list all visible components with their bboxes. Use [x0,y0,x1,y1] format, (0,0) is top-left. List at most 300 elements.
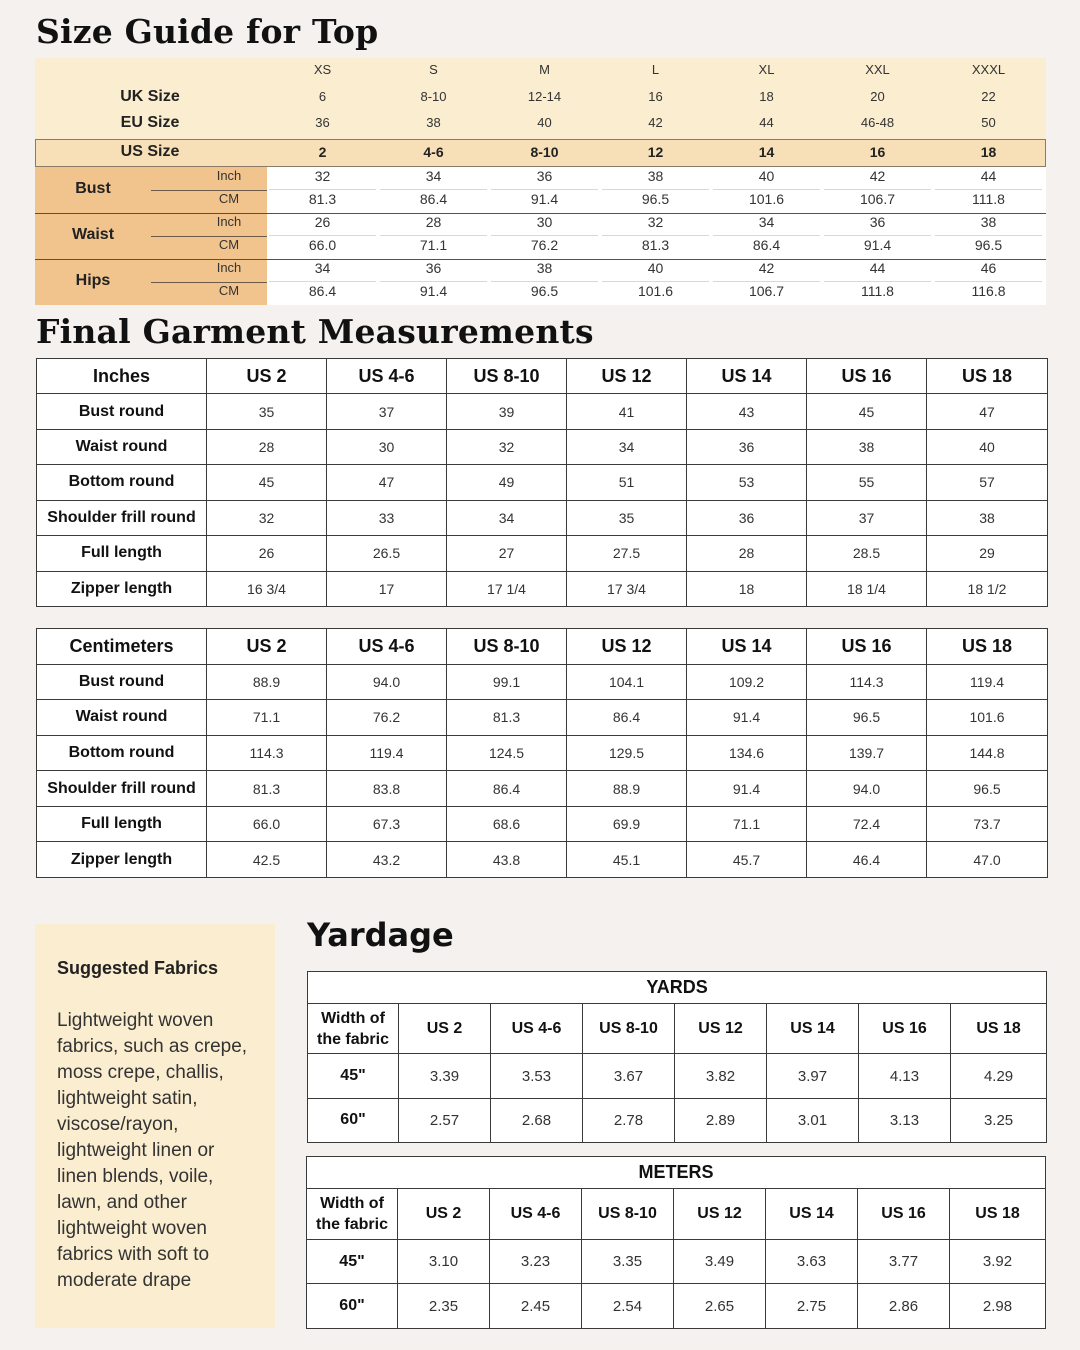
value-divider [380,235,487,236]
table-row [37,664,1048,700]
uk-size-cell: 18 [759,89,774,104]
value-divider [713,189,820,190]
measurement-value: 96.5 [807,700,927,736]
inches-table [36,358,1048,607]
eu-size-cell: 46-48 [860,115,895,130]
fabric-width-label: 60" [307,1284,398,1329]
header-row [37,359,1048,394]
meters-table [306,1156,1046,1329]
measurement-value: 26 [207,536,327,571]
table-row [37,806,1048,842]
measurement-inch-value: 32 [314,168,331,184]
measurement-value: 119.4 [927,664,1048,700]
measurement-value: 35 [207,394,327,429]
row-label: Full length [37,806,207,842]
size-column-header: US 4-6 [490,1189,582,1240]
yardage-value: 3.10 [398,1239,490,1284]
unit-cm-label: CM [218,283,240,298]
value-divider [269,189,376,190]
measurement-value: 76.2 [327,700,447,736]
measurement-inch-value: 44 [869,260,886,276]
measurement-value: 94.0 [327,664,447,700]
measurement-value: 83.8 [327,771,447,807]
yardage-value: 3.13 [859,1098,951,1142]
fabric-width-label: 60" [308,1098,399,1142]
yardage-title: Yardage [307,916,454,954]
yardage-value: 3.97 [767,1054,859,1098]
value-divider [824,189,931,190]
measurement-value: 47 [927,394,1048,429]
measurement-value: 72.4 [807,806,927,842]
measurement-value: 43 [687,394,807,429]
letter-size-cell: M [539,62,550,77]
row-label: Shoulder frill round [37,771,207,807]
yardage-value: 2.45 [490,1284,582,1329]
measurement-cm-value: 96.5 [641,191,670,207]
value-divider [380,189,487,190]
measurement-cm-value: 91.4 [530,191,559,207]
size-column-header: US 8-10 [583,1004,675,1054]
measurement-value: 91.4 [687,700,807,736]
eu-size-cell: 38 [426,115,441,130]
value-divider [380,281,487,282]
uk-size-cell: 6 [318,89,327,104]
measurement-value: 36 [687,429,807,464]
value-divider [491,235,598,236]
measurement-value: 43.8 [447,842,567,878]
eu-size-label: EU Size [120,114,180,131]
measurement-cm-value: 76.2 [530,237,559,253]
unit-inch-label: Inch [216,260,242,275]
measurement-cm-value: 71.1 [419,237,448,253]
measurement-value: 35 [567,500,687,535]
table-row [37,429,1048,464]
value-divider [269,281,376,282]
row-label: Bust round [37,664,207,700]
size-column-header: US 16 [807,359,927,394]
measurement-value: 134.6 [687,735,807,771]
size-column-header: US 8-10 [447,629,567,665]
measurement-value: 40 [927,429,1048,464]
letter-size-cell: XXL [865,62,890,77]
measurement-cm-value: 86.4 [308,283,337,299]
yardage-value: 3.53 [491,1054,583,1098]
measurement-value: 45 [807,394,927,429]
size-column-header: US 16 [859,1004,951,1054]
measurement-value: 43.2 [327,842,447,878]
yardage-value: 3.01 [767,1098,859,1142]
measurement-value: 45.1 [567,842,687,878]
size-column-header: US 12 [567,359,687,394]
row-label: Bottom round [37,465,207,500]
measurement-value: 28 [207,429,327,464]
measurement-value: 124.5 [447,735,567,771]
centimeters-table [36,628,1048,878]
measurement-value: 91.4 [687,771,807,807]
yardage-value: 2.89 [675,1098,767,1142]
measurement-value: 114.3 [807,664,927,700]
measurement-value: 32 [447,429,567,464]
row-label: Zipper length [37,571,207,606]
measurement-value: 37 [807,500,927,535]
table-row [37,735,1048,771]
fabric-width-label: 45" [308,1054,399,1098]
measurement-name: Waist [71,226,115,243]
value-divider [491,189,598,190]
measurement-value: 99.1 [447,664,567,700]
measurement-value: 51 [567,465,687,500]
measurement-inch-value: 32 [647,214,664,230]
unit-cm-label: CM [218,237,240,252]
measurement-value: 119.4 [327,735,447,771]
measurement-inch-value: 42 [758,260,775,276]
suggested-fabrics-box [35,924,275,1328]
size-column-header: US 12 [567,629,687,665]
letter-size-cell: XS [313,62,332,77]
measurement-inch-value: 34 [425,168,442,184]
measurement-cm-value: 96.5 [530,283,559,299]
width-of-fabric-label [308,1004,399,1054]
size-column-header: US 14 [766,1189,858,1240]
size-column-header: US 2 [399,1004,491,1054]
measurement-value: 68.6 [447,806,567,842]
measurement-inch-value: 38 [647,168,664,184]
us-size-cell: 8-10 [530,144,559,160]
table-row [307,1284,1046,1329]
eu-size-cell: 36 [315,115,330,130]
measurement-value: 67.3 [327,806,447,842]
measurement-value: 38 [807,429,927,464]
us-size-cell: 16 [869,144,886,160]
measurement-value: 88.9 [567,771,687,807]
yardage-value: 2.57 [399,1098,491,1142]
yardage-value: 3.23 [490,1239,582,1284]
measurement-cm-value: 86.4 [419,191,448,207]
measurement-inch-value: 28 [425,214,442,230]
measurement-value: 86.4 [447,771,567,807]
eu-size-cell: 44 [759,115,774,130]
measurement-value: 38 [927,500,1048,535]
row-label: Bust round [37,394,207,429]
us-size-label: US Size [120,143,180,160]
width-label-line-2: the fabric [315,1216,388,1234]
measurement-value: 28.5 [807,536,927,571]
row-label: Bottom round [37,735,207,771]
yardage-value: 3.39 [399,1054,491,1098]
measurement-value: 71.1 [687,806,807,842]
measurement-value: 53 [687,465,807,500]
yardage-value: 3.49 [674,1239,766,1284]
size-column-header: US 4-6 [327,359,447,394]
size-column-header: US 16 [807,629,927,665]
yardage-value: 3.63 [766,1239,858,1284]
size-column-header: US 14 [687,359,807,394]
size-guide-table [35,58,1046,304]
suggested-fabrics-text: Lightweight woven fabrics, such as crepe, moss crepe, challis, lightweight satin, viscose/rayon, lightweight linen or linen blends, voile, lawn, and other lightweight woven fabrics with soft to moderate drape [57,1010,248,1291]
yardage-value: 2.86 [858,1284,950,1329]
measurement-value: 94.0 [807,771,927,807]
width-of-fabric-label [307,1189,398,1240]
table-row [308,1098,1047,1142]
measurement-value: 29 [927,536,1048,571]
measurement-cm-value: 111.8 [972,191,1005,207]
yardage-value: 3.67 [583,1054,675,1098]
size-column-header: US 18 [951,1004,1047,1054]
measurement-value: 37 [327,394,447,429]
yardage-value: 3.77 [858,1239,950,1284]
letter-size-cell: L [651,62,660,77]
yardage-value: 4.29 [951,1054,1047,1098]
measurement-value: 41 [567,394,687,429]
row-label: Full length [37,536,207,571]
yards-table [307,971,1047,1143]
measurement-value: 55 [807,465,927,500]
measurement-value: 71.1 [207,700,327,736]
size-column-header: US 12 [675,1004,767,1054]
size-column-header: US 14 [767,1004,859,1054]
width-label-line-1: Width of [321,1009,385,1027]
yardage-value: 3.35 [582,1239,674,1284]
measurement-cm-value: 101.6 [748,191,785,207]
measurement-value: 69.9 [567,806,687,842]
measurement-value: 104.1 [567,664,687,700]
measurement-value: 47 [327,465,447,500]
eu-size-cell: 40 [537,115,552,130]
measurement-value: 88.9 [207,664,327,700]
measurement-name: Hips [75,272,111,289]
size-column-header: US 8-10 [582,1189,674,1240]
value-divider [824,281,931,282]
measurement-value: 42.5 [207,842,327,878]
width-label-line-2: the fabric [316,1030,389,1048]
letter-size-cell: S [429,62,438,77]
measurement-value: 17 1/4 [447,571,567,606]
measurement-value: 86.4 [567,700,687,736]
eu-size-cell: 42 [648,115,663,130]
unit-header: Inches [37,359,207,394]
table-row [37,571,1048,606]
value-divider [935,235,1042,236]
size-column-header: US 2 [207,359,327,394]
fabric-width-label: 45" [307,1239,398,1284]
measurement-value: 73.7 [927,806,1048,842]
yardage-value: 2.54 [582,1284,674,1329]
yardage-value: 2.65 [674,1284,766,1329]
measurement-value: 18 1/2 [927,571,1048,606]
measurement-inch-value: 44 [980,168,997,184]
measurement-value: 28 [687,536,807,571]
yardage-value: 2.75 [766,1284,858,1329]
value-divider [824,235,931,236]
yardage-size-row [308,1004,1047,1054]
yardage-value: 3.82 [675,1054,767,1098]
measurement-cm-value: 81.3 [641,237,670,253]
measurement-name: Bust [75,180,111,197]
measurement-value: 57 [927,465,1048,500]
measurement-cm-value: 106.7 [748,283,785,299]
measurement-value: 36 [687,500,807,535]
measurement-inch-value: 46 [980,260,997,276]
uk-size-cell: 22 [981,89,996,104]
yardage-value: 4.13 [859,1054,951,1098]
yardage-unit-header: METERS [307,1157,1046,1189]
measurement-value: 129.5 [567,735,687,771]
size-column-header: US 4-6 [327,629,447,665]
uk-size-cell: 20 [870,89,885,104]
measurement-value: 114.3 [207,735,327,771]
measurement-value: 16 3/4 [207,571,327,606]
measurement-value: 17 [327,571,447,606]
size-column-header: US 18 [950,1189,1046,1240]
unit-inch-label: Inch [216,214,242,229]
uk-size-cell: 8-10 [420,89,447,104]
measurement-cm-value: 91.4 [863,237,892,253]
table-row [37,700,1048,736]
size-guide-title: Size Guide for Top [36,12,379,51]
value-divider [602,189,709,190]
eu-size-cell: 50 [981,115,996,130]
measurement-cm-value: 81.3 [308,191,337,207]
measurement-value: 34 [447,500,567,535]
measurement-cm-value: 91.4 [419,283,448,299]
measurement-cm-value: 86.4 [752,237,781,253]
measurement-cm-value: 101.6 [637,283,674,299]
measurement-value: 144.8 [927,735,1048,771]
measurement-value: 46.4 [807,842,927,878]
table-row [37,842,1048,878]
us-size-cell: 14 [758,144,775,160]
value-divider [935,281,1042,282]
yardage-value: 3.25 [951,1098,1047,1142]
measurement-value: 27.5 [567,536,687,571]
measurement-value: 81.3 [447,700,567,736]
table-row [37,500,1048,535]
measurement-inch-value: 38 [980,214,997,230]
measurement-cm-value: 96.5 [974,237,1003,253]
group-separator [35,259,1046,260]
yardage-value: 2.78 [583,1098,675,1142]
uk-size-label: UK Size [120,88,180,105]
yardage-size-row [307,1189,1046,1240]
yardage-header-row [308,972,1047,1004]
measurement-value: 101.6 [927,700,1048,736]
yardage-value: 2.98 [950,1284,1046,1329]
table-row [307,1239,1046,1284]
measurement-cm-value: 116.8 [971,283,1006,299]
size-column-header: US 4-6 [491,1004,583,1054]
measurement-value: 49 [447,465,567,500]
size-column-header: US 2 [398,1189,490,1240]
size-column-header: US 18 [927,629,1048,665]
measurement-value: 34 [567,429,687,464]
measurement-inch-value: 34 [314,260,331,276]
value-divider [935,189,1042,190]
measurement-inch-value: 30 [536,214,553,230]
measurement-inch-value: 26 [314,214,331,230]
measurement-cm-value: 66.0 [308,237,337,253]
table-row [37,771,1048,807]
yardage-value: 2.35 [398,1284,490,1329]
suggested-fabrics-title: Suggested Fabrics [57,958,219,978]
table-row [37,465,1048,500]
us-size-cell: 12 [647,144,664,160]
measurement-value: 26.5 [327,536,447,571]
size-column-header: US 2 [207,629,327,665]
yardage-header-row [307,1157,1046,1189]
size-column-header: US 14 [687,629,807,665]
measurement-value: 18 1/4 [807,571,927,606]
width-label-line-1: Width of [320,1195,384,1213]
measurement-value: 81.3 [207,771,327,807]
value-divider [491,281,598,282]
measurement-value: 30 [327,429,447,464]
unit-inch-label: Inch [216,168,242,183]
measurement-inch-value: 40 [758,168,775,184]
unit-cm-label: CM [218,191,240,206]
measurement-cm-value: 106.7 [859,191,896,207]
table-row [37,536,1048,571]
yardage-value: 2.68 [491,1098,583,1142]
uk-size-cell: 12-14 [527,89,562,104]
value-divider [269,235,376,236]
measurement-cm-value: 111.8 [861,283,894,299]
value-divider [602,235,709,236]
size-column-header: US 8-10 [447,359,567,394]
measurement-value: 33 [327,500,447,535]
final-garment-title: Final Garment Measurements [36,312,594,351]
row-label: Waist round [37,700,207,736]
measurement-value: 66.0 [207,806,327,842]
size-column-header: US 16 [858,1189,950,1240]
letter-size-cell: XL [758,62,775,77]
measurement-inch-value: 34 [758,214,775,230]
header-row [37,629,1048,665]
size-column-header: US 12 [674,1189,766,1240]
us-size-cell: 4-6 [423,144,444,160]
measurement-value: 17 3/4 [567,571,687,606]
row-label: Shoulder frill round [37,500,207,535]
row-label: Zipper length [37,842,207,878]
measurement-value: 32 [207,500,327,535]
yardage-value: 3.92 [950,1239,1046,1284]
us-size-cell: 18 [980,144,997,160]
row-label: Waist round [37,429,207,464]
value-divider [713,235,820,236]
uk-size-cell: 16 [648,89,663,104]
measurement-inch-value: 40 [647,260,664,276]
group-separator [35,213,1046,214]
measurement-inch-value: 38 [536,260,553,276]
measurement-value: 39 [447,394,567,429]
letter-size-cell: XXXL [971,62,1006,77]
measurement-value: 18 [687,571,807,606]
measurement-value: 96.5 [927,771,1048,807]
value-divider [713,281,820,282]
measurement-value: 109.2 [687,664,807,700]
measurement-value: 45 [207,465,327,500]
unit-header: Centimeters [37,629,207,665]
table-row [37,394,1048,429]
measurement-inch-value: 36 [869,214,886,230]
size-column-header: US 18 [927,359,1048,394]
measurement-value: 45.7 [687,842,807,878]
measurement-inch-value: 42 [869,168,886,184]
us-size-cell: 2 [318,144,327,160]
measurement-inch-value: 36 [536,168,553,184]
measurement-value: 47.0 [927,842,1048,878]
measurement-value: 27 [447,536,567,571]
table-row [308,1054,1047,1098]
